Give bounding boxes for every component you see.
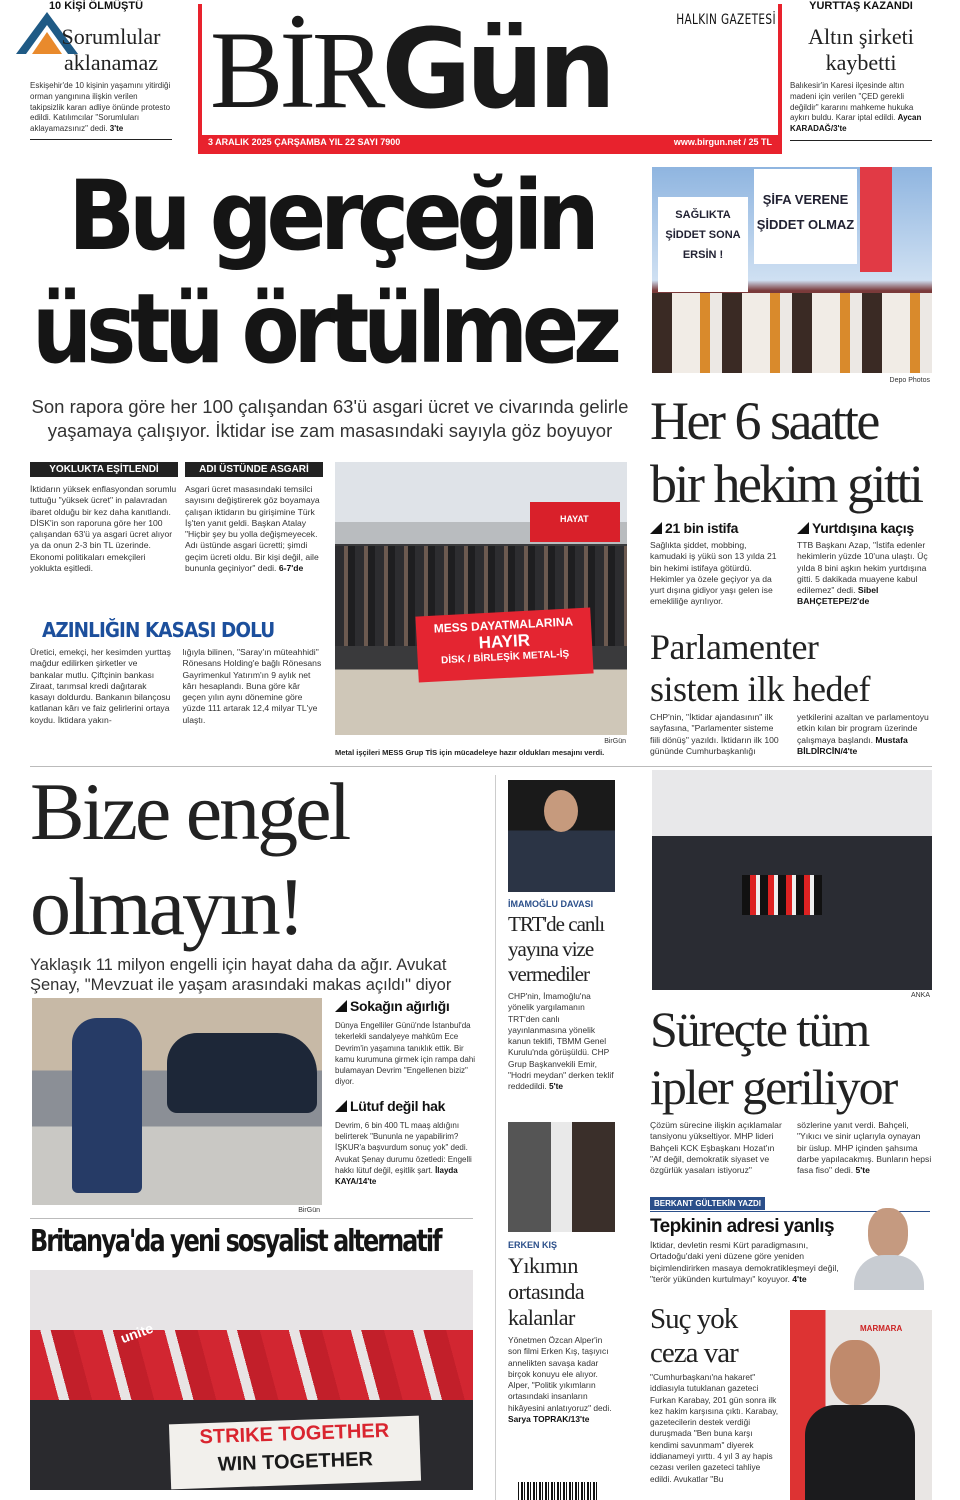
photo-credit: BirGün [604, 738, 626, 745]
headline-line: Bize engel [30, 766, 349, 857]
strike-banner: STRIKE TOGETHER WIN TOGETHER [169, 1416, 421, 1490]
disability-subhead: Yaklaşık 11 milyon engelli için hayat daha da ağır. Avukat Şenay, "Mevzuat ile yaşam arasındaki makas açıldı" diyor [30, 956, 452, 994]
film-photo[interactable] [508, 1122, 615, 1232]
journalist-article[interactable] [650, 1302, 780, 1485]
headline-line: sistem ilk hedef [650, 669, 870, 709]
teaser-kicker: 10 KİŞİ ÖLMÜŞTÜ [48, 0, 144, 12]
flag [860, 167, 892, 272]
truck: HAYAT [530, 502, 620, 542]
article-body: Devrim, 6 bin 400 TL maaş aldığını belirterek "Bununla ne yapabilirim? İŞKUR'a başvurdum sonuç yok" dedi. Avukat Şenay durumu özetledi: Engelli hakkı lütuf değil, eşitlik şart. İlayda KAYA/14'te [335, 1120, 472, 1187]
press-conference-photo[interactable] [652, 770, 932, 990]
imamoglu-article[interactable] [508, 899, 616, 1093]
disability-side[interactable] [335, 998, 477, 1188]
article-body: CHP'nin, İmamoğlu'na yönelik yargılamanın TRT'den canlı yayınlanmasına yönelik kanun teklifi, TBMM Genel Kurulu'nda görüşüldü. CHP Grup Başkanvekili Emir, "Hodri meydan" derken teklif reddedildi. 5'te [508, 991, 614, 1092]
article-body: CHP'nin, "İktidar ajandasının" ilk sayfasına, "Parlamenter sisteme fiili dönüş" yazıldı. İktidarın ilk 100 gününde Cumhurbaşkanlığı [650, 712, 779, 756]
headline: TRT'de canlı yayına vize vermediler [508, 912, 605, 986]
article-body: lığıyla bilinen, "Saray'ın müteahhidi" Rönesans Holding'e bağlı Rönesans Gayrimenkul Yatırım'ın 9 aylık net kârı hesaplandı. Buna göre kâr geçen yılın aynı dönemine göre yüzde 111 artarak 12,4 milyar TL'ye ulaştı. [182, 647, 322, 725]
section-label: YOKLUKTA EŞİTLENDİ [30, 462, 178, 477]
teaser-headline: Altın şirketi kaybetti [808, 24, 914, 75]
masthead-logo: BİRGün [210, 5, 611, 133]
doctors-subarticles [650, 520, 932, 608]
teaser-body: Balıkesir'in Karesi ilçesinde altın madeni için verilen "ÇED gerekli değildir" kararını mahkeme hukuka aykırı buldu. Karar iptal edildi. Aycan KARADAĞ/3'te [790, 81, 922, 134]
masthead-bar [202, 135, 778, 150]
doctors-protest-photo[interactable] [652, 167, 932, 373]
masthead-tagline: HALKIN GAZETESİ [676, 12, 776, 28]
headline-line: olmayın! [30, 861, 303, 952]
site-price[interactable]: www.birgun.net / 25 TL [673, 137, 772, 147]
article-body: Üretici, emekçi, her kesimden yurttaş mağdur edilirken şirketler ve bankalar mutlu. Çiftçinin bankası Ziraat, tarımsal kredi dağıtarak kasayı doldurdu. Bankanın bilançosu katlanan kârı ve faiz gelirlerini ortaya koydu. İktidara yakın- [30, 647, 171, 725]
teaser-body: Eskişehir'de 10 kişinin yaşamını yitirdiği orman yangınına ilişkin verilen takipsizlik kararı adliye önünde protesto edildi. Katılımcılar "Sorumluları aklayamazsınız" dedi. 3'te [30, 81, 171, 134]
subhead: Sokağın ağırlığı [335, 998, 477, 1014]
triangle-icon [335, 1000, 347, 1012]
doctors-headline[interactable] [650, 390, 940, 516]
britain-headline[interactable]: Britanya'da yeni sosyalist alternatif [30, 1224, 441, 1259]
car [167, 1033, 317, 1113]
kicker: İMAMOĞLU DAVASI [508, 899, 594, 909]
article-body: Çözüm sürecine ilişkin açıklamalar tansiyonu yükseltiyor. MHP lideri Bahçeli KCK Eşbaşkanı Hozat'ın "Af değil, demokratik siyaset ve özgürlük yasaları istiyoruz" [650, 1120, 782, 1176]
triangle-icon [650, 522, 662, 534]
lead-col2[interactable] [185, 462, 323, 574]
headline-line: Her 6 saatte [650, 391, 878, 451]
protest-sign: ŞİFA VERENE ŞİDDET OLMAZ [754, 169, 857, 264]
union-flag: unite [118, 1319, 156, 1347]
subhead: Yurtdışına kaçış [797, 520, 932, 536]
lead-headline[interactable] [32, 160, 632, 386]
journalist-photo[interactable] [790, 1310, 932, 1500]
face [544, 790, 578, 832]
doctors-sub2[interactable] [797, 520, 932, 608]
minority-article[interactable] [30, 618, 325, 726]
article-body: Asgari ücret masasındaki temsilci sayısını değiştirerek göz boyamaya çalışan iktidarın bu girişimine Türk İş'ten yanıt geldi. Başkan Atalay "Hiçbir şey bu yolla değişmeyecek. Adı üstünde asgari ücretti; şimdi geçim ücreti oldu. Bir kişi değil, aile bununla geçiniyor" dedi. 6-7'de [185, 484, 320, 574]
article-body: "Cumhurbaşkanı'na hakaret" iddiasıyla tutuklanan gazeteci Furkan Karabay, 201 gün sonra ilk kez hakim karşısına çıktı. Karabay, gazetecilerin destek verdiği duruşmada "Ben buna karşı kendimi savunmam" diyerek iddianameyi yırttı. 4 yıl 3 ay hapis cezası verilen gazeteci tahliye edildi. Avukatlar "Bu [650, 1372, 779, 1484]
column-headline: Tepkinin adresi yanlış [650, 1216, 834, 1237]
kicker: ERKEN KIŞ [508, 1240, 558, 1250]
teaser-kicker: YURTTAŞ KAZANDI [809, 0, 913, 12]
crowd [652, 293, 932, 373]
lead-subhead: Son rapora göre her 100 çalışandan 63'ü asgari ücret ve civarında gelirle yaşamaya çalışıyor. İktidar ise zam masasındaki sayıyla göz boyuyor [31, 396, 629, 441]
disability-headline[interactable] [30, 764, 490, 954]
teaser-right[interactable] [790, 0, 932, 141]
teaser-headline: Sorumlular aklanamaz [61, 24, 161, 75]
flags [30, 1330, 473, 1400]
microphones [742, 875, 822, 915]
headline-line: bir hekim gitti [650, 454, 922, 514]
headline-line: Suç yok [650, 1303, 738, 1335]
barcode [518, 1482, 598, 1500]
divider [30, 139, 172, 140]
wheelchair-user [72, 1018, 142, 1193]
article-body: sözlerine yanıt verdi. Bahçeli, "Yıkıcı ve sinir uçlarıyla oynayan bir üslup. MHP içinden şahsıma darbe yapılacakmış. Bunların hepsi fasa fiso" dedi. 5'te [797, 1120, 932, 1176]
britain-rally-photo[interactable] [30, 1270, 473, 1490]
minority-headline: AZINLIĞIN KASASI DOLU [42, 618, 275, 642]
article-body: Dünya Engelliler Günü'nde İstanbul'da tekerlekli sandalyeye mahkûm Ece Devrim'in yaşamına tanıklık ettik. Bir kamu kurumuna girmek için rampa dahi bulamayan Devrim "Engellenen biziz" diyor. [335, 1021, 476, 1087]
protest-banner: MESS DAYATMALARINA HAYIR DİSK / BİRLEŞİK METAL-İŞ [415, 607, 593, 682]
article-body: Sağlıkta şiddet, mobbing, kamudaki iş yükü son 13 yılda 21 bin hekimi istifaya götürdü. Hekimler ya özele geçiyor ya da yurt dışına gidiyor yaşı gelen ise emekliliğe ayrılıyor. [650, 540, 777, 607]
article-body: İktidar, devletin resmi Kürt paradigmasını, Ortadoğu'daki yeni düzene göre yeniden biçimlendirirken masaya demokratikleşmeyi değil, "terör yükünden kurtulmayı" koyuyor. 4'te [650, 1240, 839, 1284]
lead-headline-line2: üstü örtülmez [32, 273, 616, 385]
photo-caption: Metal işçileri MESS Grup TİS için mücadeleye hazır oldukları mesajını verdi. [335, 748, 605, 757]
photo-credit: Depo Photos [889, 377, 930, 384]
lead-col1[interactable] [30, 462, 178, 574]
divider [790, 140, 932, 141]
doctors-sub1[interactable] [650, 520, 785, 608]
masthead[interactable] [198, 4, 782, 154]
columnist-portrait [848, 1200, 928, 1290]
photo-credit: BirGün [298, 1207, 320, 1214]
lead-headline-line1: Bu gerçeğin [68, 160, 594, 272]
article-body: İktidarın yüksek enflasyondan sorumlu tuttuğu "yüksek ücret" in palavradan ibaret olduğu bir kez daha kanıtlandı. DİSK'in son raporuna göre her 100 çalışandan 63'ü ya asgari ücret alıyor ya da onun 2-3 bin TL üzerinde. Ekonomi politikaları emekçileri yoklukta eşitledi. [30, 484, 177, 574]
subhead: Lütuf değil hak [335, 1098, 477, 1114]
headline-line: ipler geriliyor [650, 1059, 897, 1115]
parliament-article[interactable] [650, 626, 932, 757]
subhead: 21 bin istifa [650, 520, 785, 536]
headline: Yıkımın ortasında kalanlar [508, 1253, 585, 1330]
dateline: 3 ARALIK 2025 ÇARŞAMBA YIL 22 SAYI 7900 [208, 137, 401, 147]
headline-line: Parlamenter [650, 627, 819, 667]
photo-credit: ANKA [910, 992, 930, 999]
triangle-icon [335, 1100, 347, 1112]
article-body: yetkilerini azaltan ve parlamentoyu etkin kılan bir program üzerinde çalışmaya başlandı. Mustafa BİLDİRCİN/4'te [797, 712, 929, 756]
headline-line: Süreçte tüm [650, 1001, 869, 1057]
headline-line: ceza var [650, 1337, 738, 1369]
photo-sign: MARMARA [860, 1324, 903, 1333]
protest-sign: SAĞLIKTA ŞİDDET SONA ERSİN ! [658, 197, 748, 292]
imamoglu-photo[interactable] [508, 780, 615, 892]
process-article[interactable] [650, 1000, 932, 1176]
triangle-icon [797, 522, 809, 534]
wheelchair-street-photo[interactable] [32, 998, 322, 1205]
article-body: TTB Başkanı Azap, "İstifa edenler hekimlerin yüzde 10'una ulaştı. Üç yılda 8 bini aşkın hekim yurtdışına gitti. 5 dakikada muayene kabul edilemez" dedi. Sibel BAHÇETEPE/2'de [797, 540, 928, 607]
divider [30, 1218, 473, 1219]
column-divider [495, 775, 496, 1500]
teaser-left[interactable] [30, 0, 172, 140]
columnist-label: BERKANT GÜLTEKİN YAZDI [650, 1197, 765, 1210]
film-article[interactable] [508, 1240, 616, 1425]
article-body: Yönetmen Özcan Alper'in son filmi Erken Kış, taşıyıcı annelikten savaşa kadar birçok konuyu ele alıyor. Alper, "Politik yıkımların ortasındaki insanların hikâyesini anlatıyoruz" dedi. Sarya TOPRAK/13'te [508, 1335, 612, 1425]
workers-protest-photo[interactable] [335, 462, 627, 735]
section-label: ADI ÜSTÜNDE ASGARİ [185, 462, 323, 477]
